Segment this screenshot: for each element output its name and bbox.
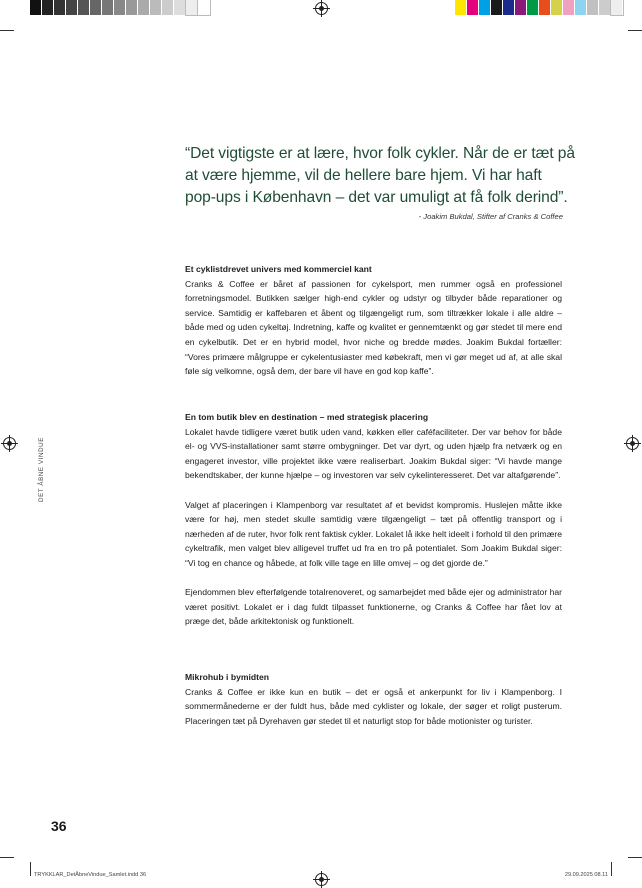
crop-mark — [0, 857, 14, 858]
gray-swatch — [126, 0, 138, 15]
color-swatch — [551, 0, 563, 15]
registration-mark-top — [315, 2, 328, 15]
registration-mark-bottom — [315, 873, 328, 886]
color-swatch — [575, 0, 587, 15]
color-swatch — [467, 0, 479, 15]
pull-quote: “Det vigtigste er at lære, hvor folk cykler. Når de er tæt på at være hjemme, vil de hellere bare hjem. Vi har haft pop-ups i København – det var umuligt at få folk derind”. — [185, 145, 575, 206]
paragraph: Lokalet havde tidligere været butik uden vand, køkken eller caféfaciliteter. Der var behov for både el- og VVS-installationer samt større ombygninger. Det var dyrt, og uden hjælp fra netværk og en engageret investor, ville projektet ikke være realiserbart. Joakim Bukdal siger: “Vi havde mange bekendtskaber, der kunne hjælpe – og investoren var selv cykelinteresseret. Det var altafgørende”. — [185, 426, 562, 481]
color-swatch — [539, 0, 551, 15]
color-swatch — [455, 0, 467, 15]
slug-timestamp: 29.09.2025 08.11 — [564, 872, 608, 878]
paragraph: Ejendommen blev efterfølgende totalrenoveret, og samarbejdet med både ejer og administrator har været positivt. Lokalet er i dag fuldt tilpasset funktionerne, og Cranks & Coffee har fået lov at præge det, både arkitektonisk og funktionelt. — [185, 587, 562, 627]
side-running-label: DET ÅBNE VINDUE — [38, 437, 45, 502]
paragraph: Cranks & Coffee er ikke kun en butik – det er også et ankerpunkt for liv i Klampenborg. I sommermånederne er der fuldt hus, både med cyklister og lokale, der søger et roligt pusterum. Placeringen tæt på Dyrehaven gør stedet til et naturligt stop for både motionister og turister. — [185, 686, 562, 726]
gray-color-bar — [30, 0, 210, 15]
color-swatch — [527, 0, 539, 15]
crop-mark — [0, 30, 14, 31]
color-swatch — [563, 0, 575, 15]
gray-swatch — [42, 0, 54, 15]
crop-mark — [30, 862, 31, 876]
gray-swatch — [66, 0, 78, 15]
gray-swatch — [198, 0, 210, 15]
registration-mark-left — [3, 437, 16, 450]
section-heading: Mikrohub i bymidten — [185, 672, 270, 682]
gray-swatch — [54, 0, 66, 15]
color-swatch — [479, 0, 491, 15]
section-2 — [185, 410, 562, 629]
crop-mark — [628, 30, 642, 31]
gray-swatch — [174, 0, 186, 15]
gray-swatch — [162, 0, 174, 15]
crop-mark — [611, 862, 612, 876]
crop-mark — [628, 857, 642, 858]
registration-mark-right — [626, 437, 639, 450]
section-heading: Et cyklistdrevet univers med kommerciel kant — [185, 264, 372, 274]
color-swatch — [611, 0, 623, 15]
gray-swatch — [90, 0, 102, 15]
gray-swatch — [30, 0, 42, 15]
slug-file-info: TRYKKLAR_DetÅbneVindue_Samlet.indd 36 — [34, 872, 147, 878]
paragraph: Cranks & Coffee er båret af passionen for cykelsport, men rummer også en professionel forretningsmodel. Butikken sælger high-end cykler og udstyr og tilbyder både reparationer og service. Samtidig er kaffebaren et åbent og tilgængeligt rum, som tiltrækker lokale i alle aldre – både med og uden cykeltøj. Indretning, kaffe og kvalitet er gennemtænkt og gør stedet til mere end en cykelbutik. Det er en hybrid model, hvor niche og bredde mødes. Joakim Bukdal fortæller: “Vores primære målgruppe er cykelentusiaster med købekraft, men vi gør meget ud af, at alle skal føle sig velkomne, også dem, der bare vil have en god kop kaffe”. — [185, 278, 562, 377]
color-swatch — [503, 0, 515, 15]
cmyk-color-bar — [455, 0, 623, 15]
color-swatch — [587, 0, 599, 15]
color-swatch — [491, 0, 503, 15]
color-swatch — [599, 0, 611, 15]
gray-swatch — [186, 0, 198, 15]
gray-swatch — [138, 0, 150, 15]
gray-swatch — [150, 0, 162, 15]
section-1 — [185, 262, 562, 379]
quote-attribution: - Joakim Bukdal, Stifter af Cranks & Coffee — [418, 212, 563, 221]
page-number: 36 — [51, 818, 67, 834]
gray-swatch — [114, 0, 126, 15]
section-heading: En tom butik blev en destination – med strategisk placering — [185, 412, 429, 422]
color-swatch — [515, 0, 527, 15]
section-3 — [185, 670, 562, 728]
gray-swatch — [102, 0, 114, 15]
gray-swatch — [78, 0, 90, 15]
paragraph: Valget af placeringen i Klampenborg var resultatet af et bevidst kompromis. Huslejen måtte ikke være for høj, men stedet skulle samtidig være tilgængeligt – tæt på offentlig transport og i nærheden af de ruter, hvor folk rent faktisk cykler. Lokalet lå ikke helt ideelt i forhold til den primære cykeltrafik, men valget blev alligevel truffet ud fra en tro på potentialet. Som Joakim Bukdal siger: “Vi tog en chance og håbede, at folk ville tage en lille omvej – og det gjorde de.” — [185, 499, 562, 568]
